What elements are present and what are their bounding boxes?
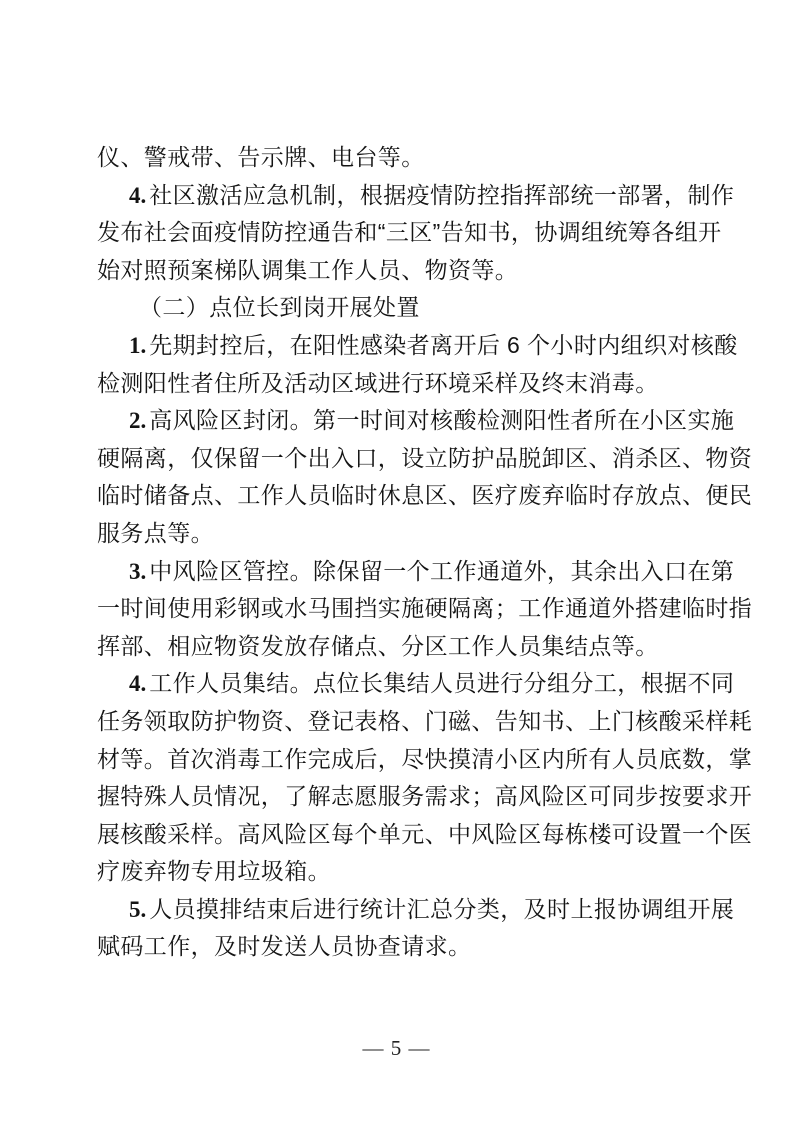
text-line: [97, 665, 735, 703]
line-text: 先期封控后，在阳性感染者离开后 6 个小时内组织对核酸: [149, 331, 738, 358]
line-text: 一时间使用彩钢或水马围挡实施硬隔离；工作通道外搭建临时指: [97, 595, 753, 622]
text-line: [97, 365, 703, 403]
line-text: 赋码工作，及时发送人员协查请求。: [97, 933, 472, 960]
page-number: — 5 —: [362, 1036, 431, 1060]
paragraph-number: 4.: [129, 182, 147, 208]
line-text: 仪、警戒带、告示牌、电台等。: [97, 144, 425, 170]
text-line: [97, 590, 753, 628]
line-text: 展核酸采样。高风险区每个单元、中风险区每栋楼可设置一个医: [97, 820, 753, 847]
line-text: 社区激活应急机制，根据疫情防控指挥部统一部署，制作: [149, 181, 735, 208]
text-line: [97, 778, 753, 816]
text-line: [97, 703, 753, 741]
line-text: 材等。首次消毒工作完成后，尽快摸清小区内所有人员底数，掌: [97, 745, 753, 772]
text-line: [97, 139, 703, 177]
line-text: 始对照预案梯队调集工作人员、物资等。: [97, 256, 519, 283]
line-text: （二）点位长到岗开展处置: [139, 294, 420, 321]
text-line: [97, 477, 753, 515]
paragraph-number: 5.: [129, 896, 147, 922]
text-line: [97, 816, 753, 854]
text-line: [97, 628, 703, 666]
text-line: [97, 891, 735, 929]
line-text: 发布社会面疫情防控通告和“三区”告知书，协调组统筹各组开: [97, 219, 722, 246]
paragraph-number: 2.: [129, 408, 147, 434]
line-text: 任务领取防护物资、登记表格、门磁、告知书、上门核酸采样耗: [97, 707, 753, 734]
text-line: [97, 741, 753, 779]
line-text: 服务点等。: [97, 519, 214, 546]
line-text: 检测阳性者住所及活动区域进行环境采样及终末消毒。: [97, 369, 659, 396]
line-text: 挥部、相应物资发放存储点、分区工作人员集结点等。: [97, 632, 659, 659]
line-text: 中风险区管控。除保留一个工作通道外，其余出入口在第: [149, 557, 735, 584]
page-footer: [0, 1036, 793, 1061]
text-line: [97, 928, 703, 966]
text-line: [97, 853, 703, 891]
text-line: [97, 252, 703, 290]
document-body: [97, 139, 753, 966]
text-line: [97, 553, 735, 591]
paragraph-number: 4.: [129, 671, 147, 697]
text-line: [97, 440, 753, 478]
text-line: [97, 402, 735, 440]
line-text: 高风险区封闭。第一时间对核酸检测阳性者所在小区实施: [149, 407, 735, 434]
text-line: [97, 289, 703, 327]
paragraph-number: 3.: [129, 558, 147, 584]
text-line: [97, 327, 738, 365]
text-line: [97, 515, 703, 553]
line-text: 人员摸排结束后进行统计汇总分类，及时上报协调组开展: [149, 895, 735, 922]
line-text: 工作人员集结。点位长集结人员进行分组分工，根据不同: [149, 670, 735, 697]
text-line: [97, 214, 722, 252]
paragraph-number: 1.: [129, 332, 147, 358]
line-text: 疗废弃物专用垃圾箱。: [97, 858, 331, 885]
text-line: [97, 177, 735, 215]
line-text: 临时储备点、工作人员临时休息区、医疗废弃临时存放点、便民: [97, 482, 753, 509]
line-text: 硬隔离，仅保留一个出入口，设立防护品脱卸区、消杀区、物资: [97, 444, 753, 471]
line-text: 握特殊人员情况，了解志愿服务需求；高风险区可同步按要求开: [97, 783, 753, 810]
